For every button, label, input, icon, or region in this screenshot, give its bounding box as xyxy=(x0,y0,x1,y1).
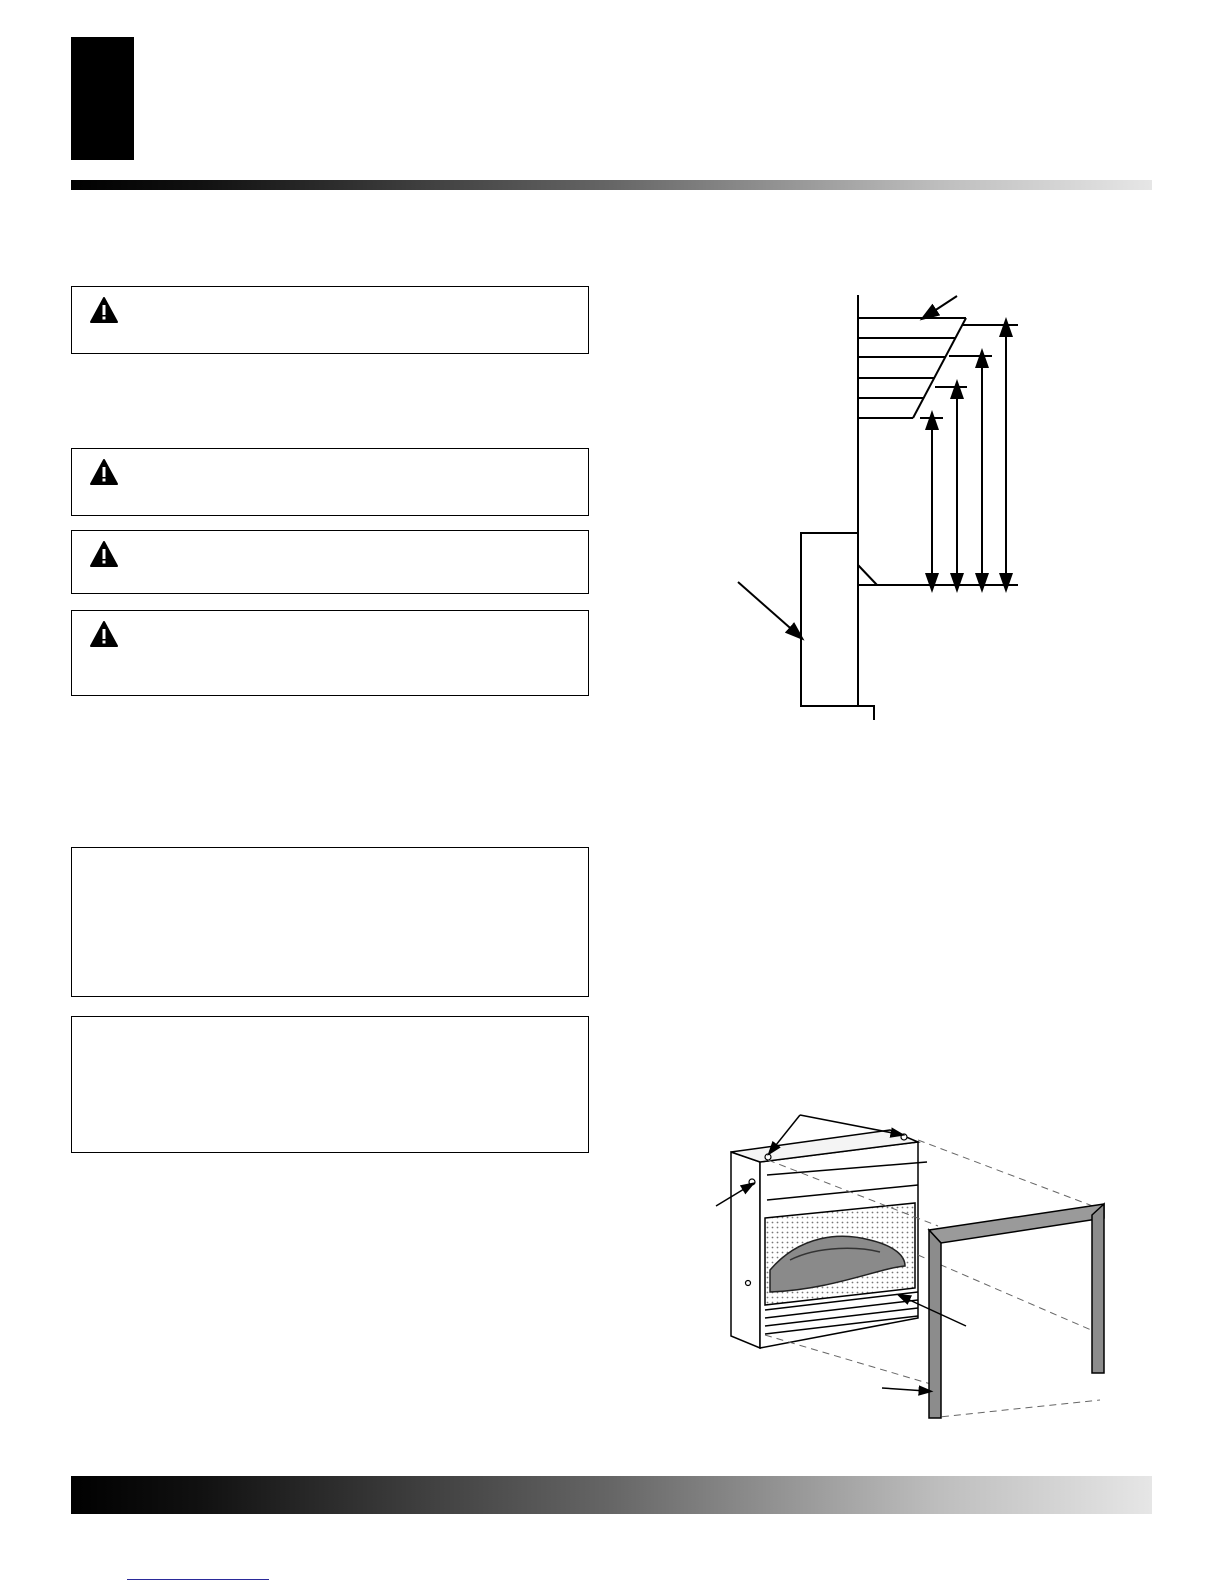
warning-box-2 xyxy=(71,448,589,516)
screw xyxy=(746,1281,751,1286)
warning-box-1 xyxy=(71,286,589,354)
footer-rule xyxy=(71,1476,1152,1514)
footer-link-underline[interactable] xyxy=(127,1579,269,1580)
floor-line xyxy=(801,706,874,720)
warning-triangle-icon xyxy=(89,458,119,486)
mantle-shelves xyxy=(858,318,966,418)
heater-leader-arrow xyxy=(738,582,797,634)
mantle-clearance-figure xyxy=(700,285,1040,735)
note-box-2 xyxy=(71,1016,589,1153)
warning-triangle-icon xyxy=(89,620,119,648)
mantle-leader-arrow xyxy=(928,296,957,315)
section-tab xyxy=(71,37,134,160)
warning-box-3 xyxy=(71,530,589,594)
screw-leader-arrow xyxy=(800,1115,898,1134)
screw xyxy=(765,1154,771,1160)
header-rule xyxy=(71,180,1152,190)
screw xyxy=(749,1179,755,1185)
heater-trim-figure xyxy=(700,1105,1120,1440)
warning-triangle-icon xyxy=(89,540,119,568)
heater-side-outline xyxy=(801,533,858,706)
warning-triangle-icon xyxy=(89,296,119,324)
warning-box-4 xyxy=(71,610,589,696)
note-box-1 xyxy=(71,847,589,997)
trim-frame xyxy=(929,1204,1104,1418)
screw xyxy=(901,1134,907,1140)
trim-leader-arrow xyxy=(882,1388,926,1391)
heater-unit xyxy=(731,1130,927,1348)
